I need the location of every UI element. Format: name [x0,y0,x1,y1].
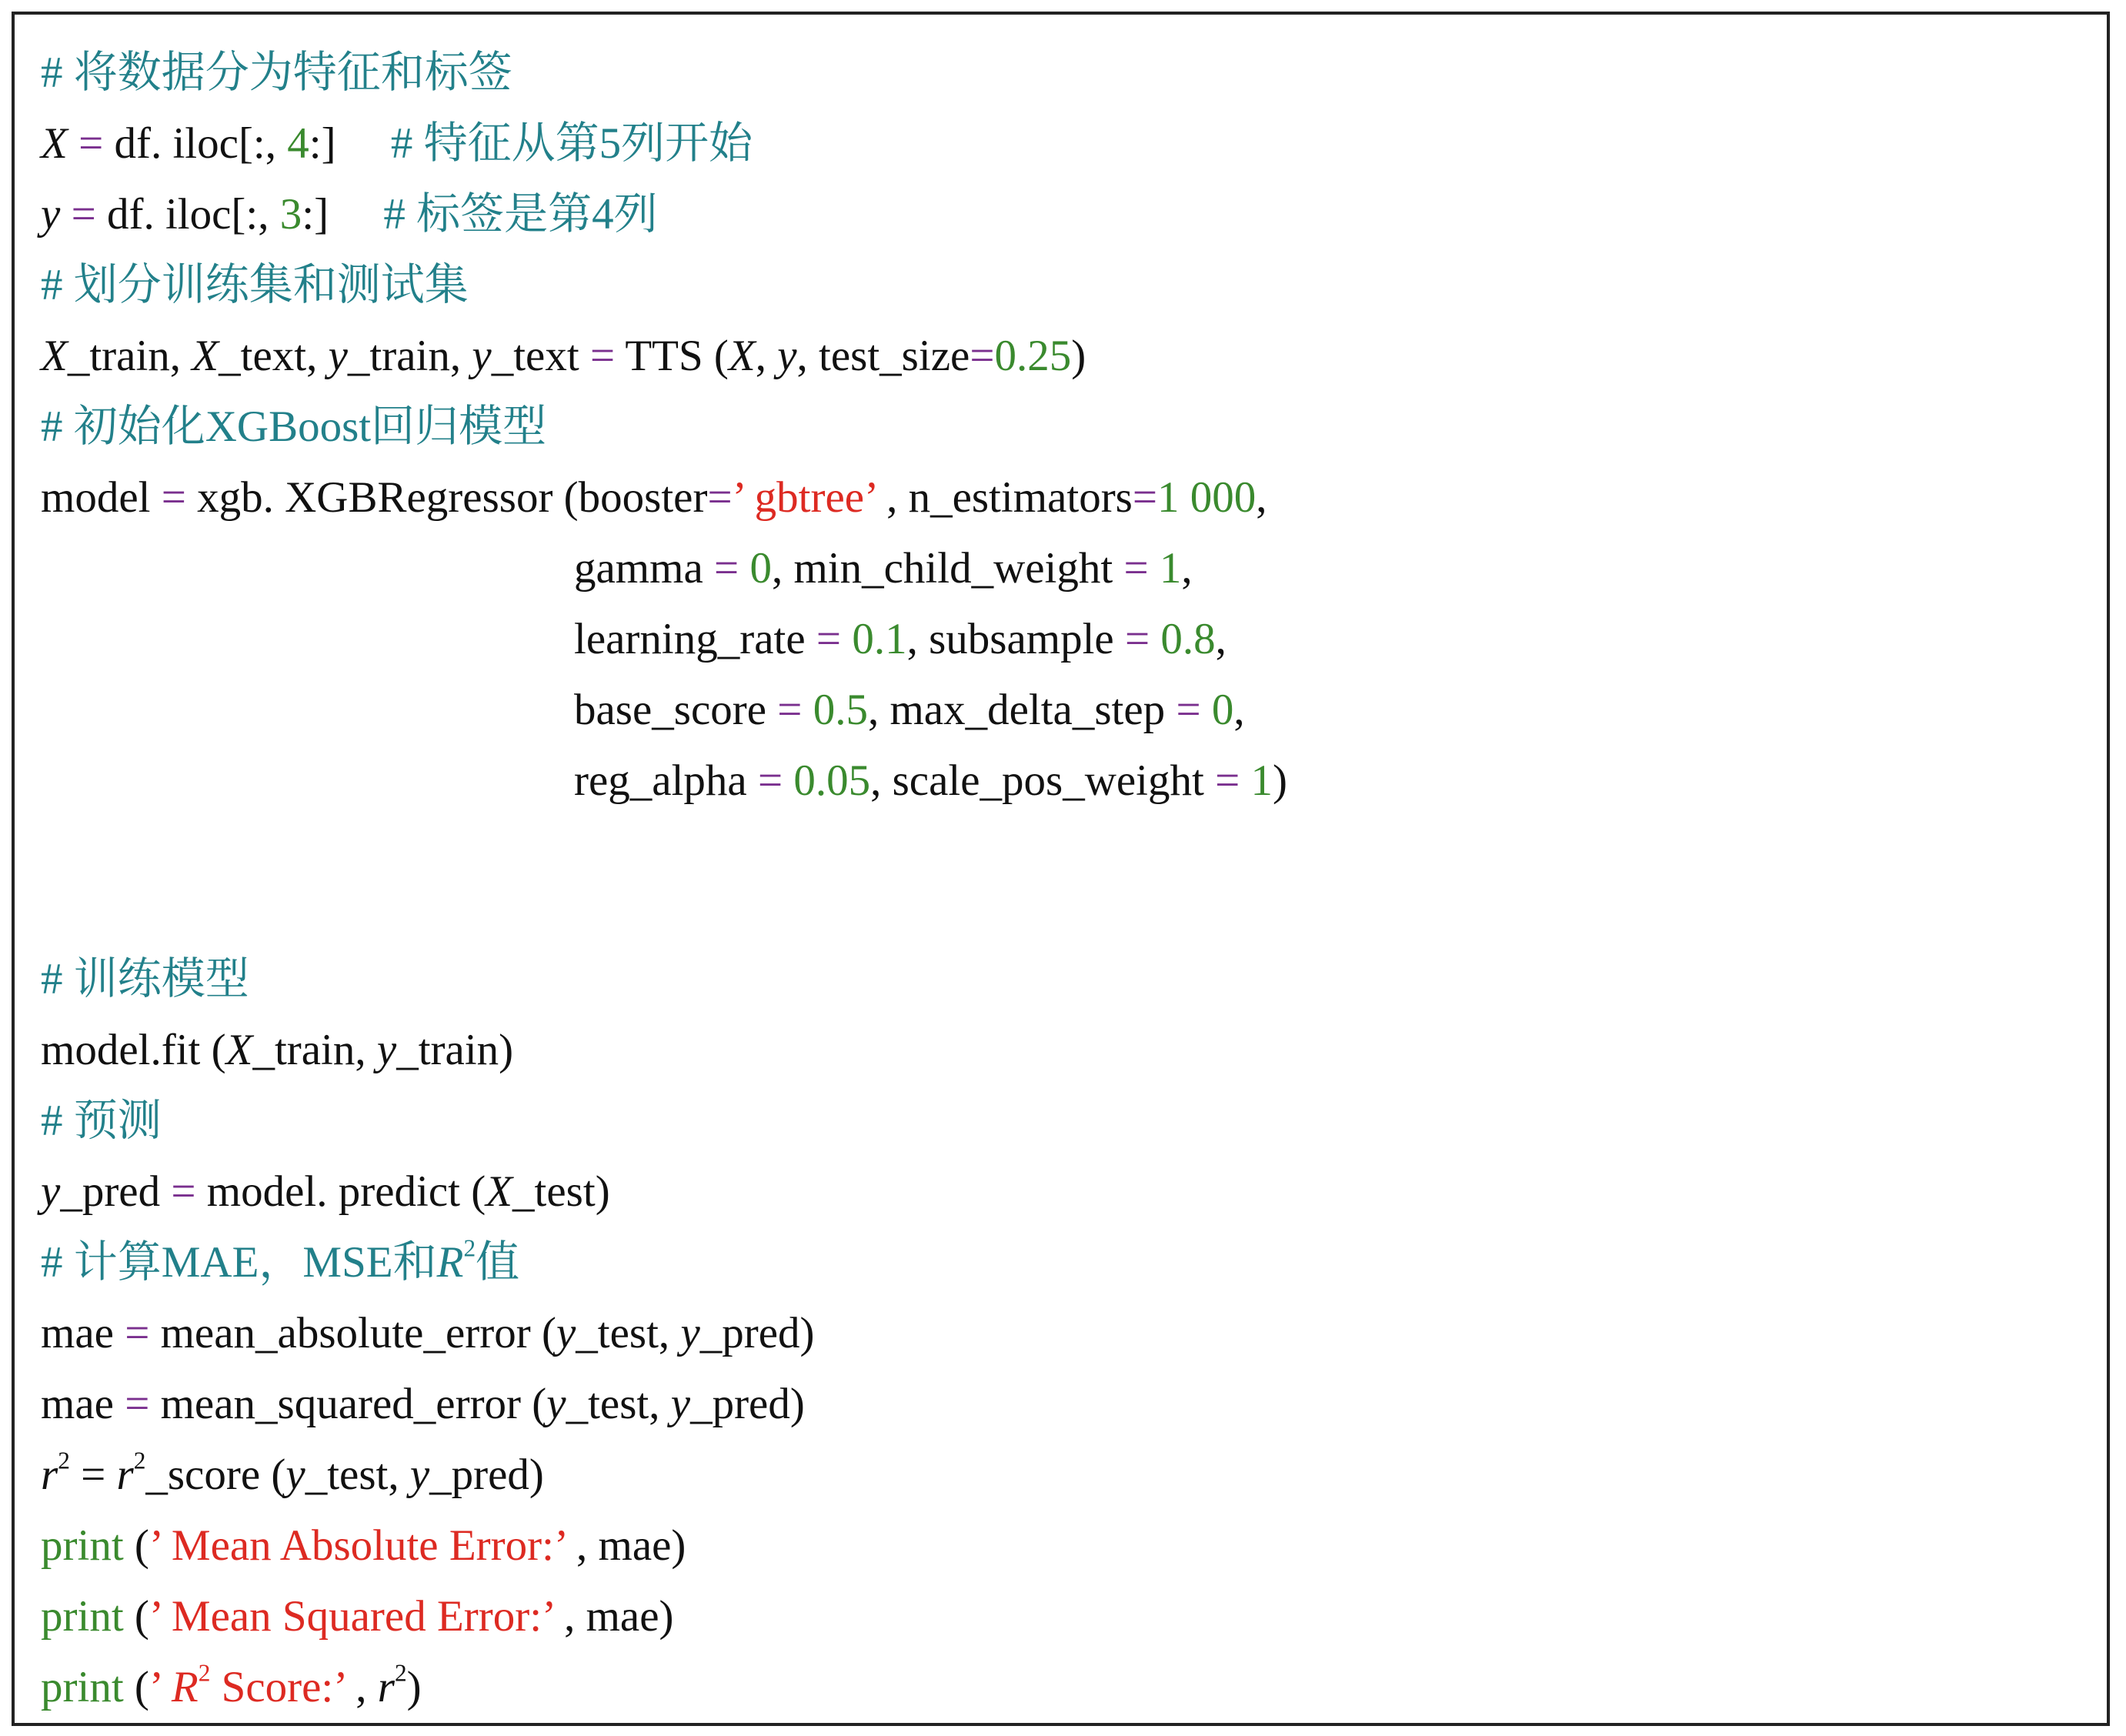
comment: # 计算MAE，MSE和 [41,1238,437,1287]
code-text: _text [491,332,590,380]
operator: = [161,473,186,522]
variable: X [192,332,219,380]
code-line-21 [41,1581,2091,1652]
number: 1 000 [1157,473,1257,522]
code-text: _score ( [145,1451,286,1499]
operator: = [78,119,104,168]
variable: X [486,1167,513,1216]
quote: ’ [333,1663,356,1711]
string-literal: Mean Squared Error: [171,1592,542,1641]
code-text: _pred) [690,1380,805,1428]
code-text: _train, [252,1026,377,1074]
operator: = [757,756,783,805]
operator: = [1123,544,1149,593]
variable: X [728,332,756,380]
operator: = [777,686,803,734]
code-text: , test_size [796,332,970,380]
code-text: , subsample [906,615,1125,663]
code-text: _pred) [699,1309,815,1357]
code-text: mean_squared_error ( [149,1380,547,1428]
code-text: ( [123,1592,149,1641]
code-text: _pred [60,1167,172,1216]
comment: # 训练模型 [41,955,249,1003]
code-line-20 [41,1511,2091,1581]
operator: = [71,190,96,239]
variable: y [328,332,348,380]
function-name: print [41,1521,124,1570]
code-line-19 [41,1440,2091,1511]
code-text: reg_alpha [574,756,758,805]
string-variable: R [171,1663,199,1711]
quote: ’ [149,1663,172,1711]
code-text: ( [123,1663,149,1711]
number: 0.8 [1150,615,1216,663]
code-text: , scale_pos_weight [870,756,1216,805]
code-text: base_score [574,686,778,734]
code-text: _test, [305,1451,410,1499]
variable: y [777,332,797,380]
code-text: , [1233,686,1245,734]
code-line-9 [41,604,2091,675]
code-text: _train, [67,332,192,380]
code-text: _text, [219,332,329,380]
superscript: 2 [394,1659,407,1687]
code-text: model.fit ( [41,1026,226,1074]
operator: = [714,544,739,593]
code-text: model. predict ( [195,1167,486,1216]
code-text: _train) [396,1026,514,1074]
code-line-17 [41,1298,2091,1369]
code-text: , [1181,544,1193,593]
code-line-7 [41,462,2091,533]
quote: ’ [542,1592,565,1641]
variable: y [556,1309,576,1357]
variable: X [225,1026,253,1074]
operator: = [1132,473,1158,522]
operator: = [1176,686,1201,734]
code-text: , min_child_weight [771,544,1124,593]
comment: 值 [476,1238,520,1287]
code-line-6 [41,392,2091,462]
code-text: , [1256,473,1267,522]
code-line-1 [41,38,2091,108]
number: 0.1 [841,615,907,663]
function-name: print [41,1592,124,1641]
comment-variable: R [436,1238,464,1287]
variable: y [472,332,492,380]
superscript: 2 [58,1447,70,1474]
code-line-2 [41,108,2091,179]
code-text: ) [1273,756,1287,805]
superscript: 2 [133,1447,146,1474]
quote: ’ [149,1521,172,1570]
operator: = [125,1309,150,1357]
variable: y [680,1309,700,1357]
code-text: ) [406,1663,422,1711]
code-text: xgb. XGBRegressor (booster [185,473,708,522]
code-text: _pred) [429,1451,544,1499]
number: 1 [1148,544,1182,593]
variable: y [409,1451,430,1499]
variable: X [41,332,68,380]
code-line-16 [41,1227,2091,1298]
variable: y [670,1380,691,1428]
number: 3 [279,190,302,239]
code-text: gamma [574,544,715,593]
code-text: , [755,332,778,380]
number: 0.25 [994,332,1072,380]
code-text: , [355,1663,378,1711]
comment: # 将数据分为特征和标签 [41,48,512,97]
variable: y [285,1451,305,1499]
comment: # 划分训练集和测试集 [41,261,469,309]
number: 1 [1240,756,1273,805]
blank-space [41,816,2091,944]
operator: = [1124,615,1150,663]
code-line-5 [41,321,2091,392]
code-text: , [1215,615,1227,663]
string-literal: gbtree [754,473,865,522]
quote: ’ [732,473,755,522]
code-line-10 [41,675,2091,746]
code-line-18 [41,1369,2091,1440]
function-name: print [41,1663,124,1711]
code-text: mae [41,1309,125,1357]
superscript: 2 [198,1659,211,1687]
operator: = [171,1167,196,1216]
variable: r [41,1451,58,1499]
quote: ’ [864,473,887,522]
comment: # 特征从第5列开始 [390,119,753,168]
string-literal: Mean Absolute Error: [171,1521,554,1570]
code-line-14 [41,1086,2091,1157]
variable: r [116,1451,134,1499]
quote: ’ [553,1521,576,1570]
code-text: mae [41,1380,125,1428]
code-text: learning_rate [574,615,816,663]
code-line-12 [41,944,2091,1015]
code-text: TTS ( [615,332,729,380]
code-text: :] [309,119,336,168]
code-text: ( [123,1521,149,1570]
comment: # 标签是第4列 [383,190,658,239]
quote: ’ [149,1592,172,1641]
variable: r [377,1663,395,1711]
code-text: , mae) [564,1592,674,1641]
code-text: model [41,473,162,522]
code-text: mean_absolute_error ( [149,1309,556,1357]
code-text: _test, [566,1380,671,1428]
code-line-4 [41,250,2091,321]
code-text: , max_delta_step [867,686,1176,734]
variable: y [376,1026,397,1074]
number: 0.05 [783,756,871,805]
code-text: _test, [576,1309,681,1357]
code-line-15 [41,1157,2091,1227]
code-text: ) [1071,332,1086,380]
operator: = [970,332,995,380]
operator: = [707,473,733,522]
string-literal: Score: [210,1663,334,1711]
code-text: _train, [347,332,472,380]
variable: y [41,190,61,239]
operator: = [816,615,842,663]
code-text: df. iloc[:, [95,190,280,239]
operator: = [69,1451,117,1499]
operator: = [589,332,616,380]
code-text: , n_estimators [886,473,1133,522]
code-text: df. iloc[:, [103,119,288,168]
superscript: 2 [463,1234,476,1262]
number: 0 [739,544,772,593]
code-block [41,38,2091,1723]
comment: # 预测 [41,1097,162,1145]
number: 0 [1200,686,1234,734]
code-text: :] [302,190,329,239]
variable: X [41,119,68,168]
code-line-8 [41,533,2091,604]
number: 0.5 [802,686,868,734]
code-frame [12,12,2110,1726]
code-text: _test) [512,1167,610,1216]
number: 4 [287,119,309,168]
variable: y [41,1167,61,1216]
code-line-3 [41,179,2091,250]
comment: # 初始化XGBoost回归模型 [41,402,547,451]
operator: = [125,1380,150,1428]
code-line-11 [41,746,2091,816]
code-line-13 [41,1015,2091,1086]
operator: = [1215,756,1240,805]
code-line-22 [41,1652,2091,1723]
code-text: , mae) [576,1521,686,1570]
variable: y [546,1380,566,1428]
